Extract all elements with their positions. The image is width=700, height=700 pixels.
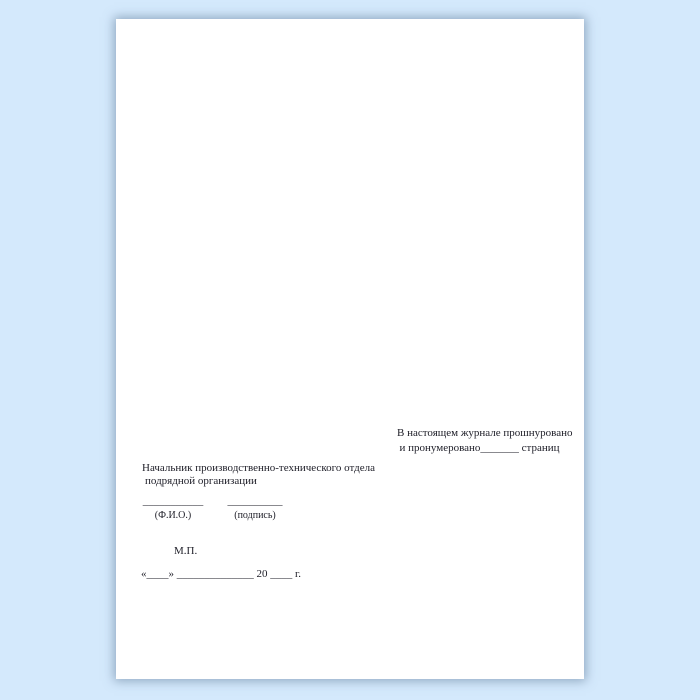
signatory-title-line2: подрядной организации xyxy=(145,474,257,487)
stitch-note-line1: В настоящем журнале прошнуровано xyxy=(397,427,573,439)
stitch-note xyxy=(397,426,573,456)
signatory-title-line1: Начальник производственно-технического отдела xyxy=(142,462,375,474)
seal-mark: М.П. xyxy=(174,545,198,557)
signature-line: __________ xyxy=(227,495,283,507)
signature-label: (подпись) xyxy=(234,510,276,521)
stitch-note-line2: и пронумеровано_______ страниц xyxy=(399,442,560,454)
signatory-title xyxy=(142,462,375,487)
signature-field xyxy=(227,496,283,521)
fio-field xyxy=(142,496,204,521)
date-line: «____» ______________ 20 ____ г. xyxy=(141,568,302,580)
fio-signature-line: ___________ xyxy=(142,495,204,507)
document-page xyxy=(116,19,584,679)
fio-label: (Ф.И.О.) xyxy=(154,510,192,521)
